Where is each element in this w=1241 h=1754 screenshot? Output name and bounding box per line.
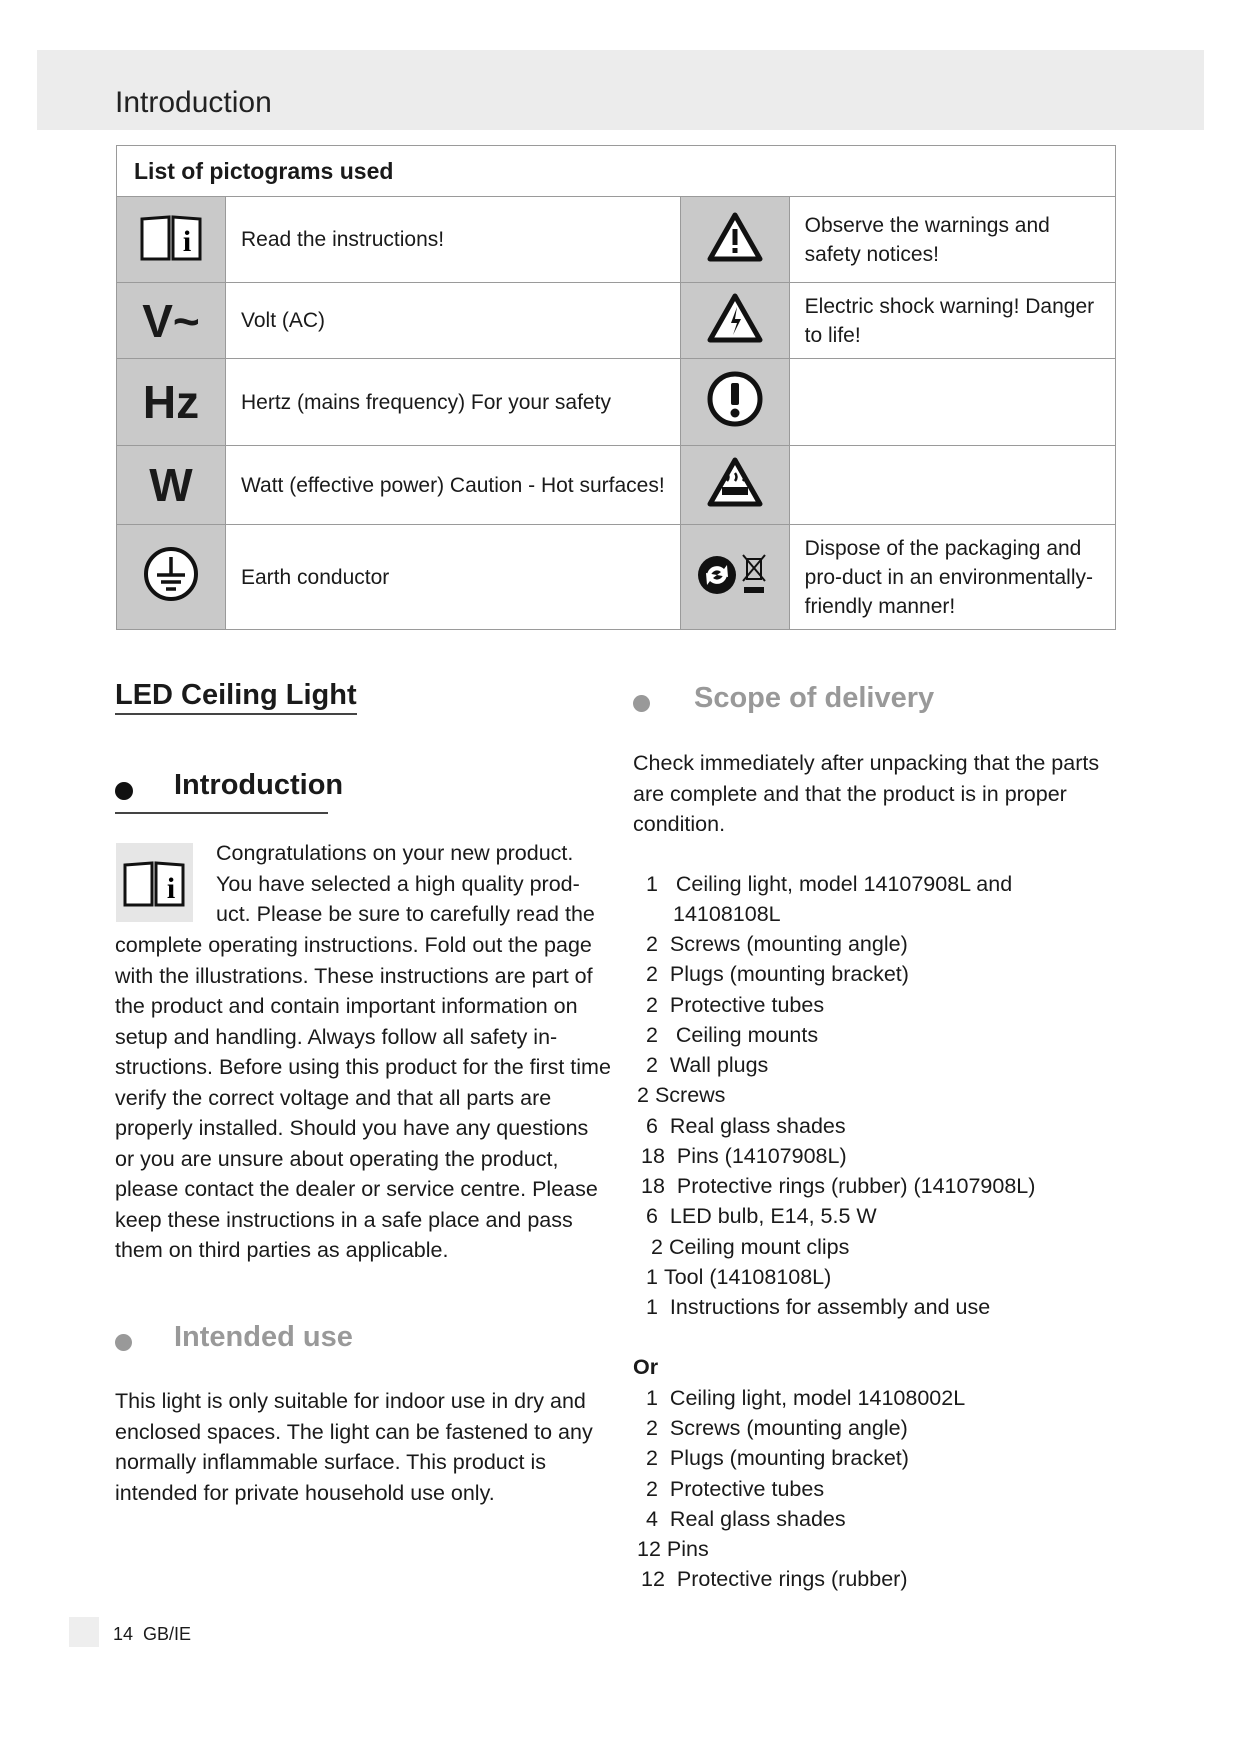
book-info-icon <box>117 197 226 283</box>
text-line: Congratulations on your new product. <box>216 841 574 865</box>
list-item: 2 Ceiling mounts <box>646 1023 819 1047</box>
list-item: 2 Protective tubes <box>646 1477 825 1501</box>
list-item: 2 Wall plugs <box>646 1053 769 1077</box>
page-title: Introduction <box>115 86 272 119</box>
page-number: 14 <box>113 1624 134 1644</box>
bullet-icon <box>115 782 133 800</box>
pictogram-text: Dispose of the packaging and pro-duct in an environmentally-friendly manner! <box>789 525 1115 630</box>
list-item: 18 Protective rings (rubber) (14107908L) <box>641 1174 1036 1198</box>
intended-use-paragraph <box>115 1386 593 1508</box>
list-item: 18 Pins (14107908L) <box>641 1144 847 1168</box>
text-line: condition. <box>633 812 726 836</box>
intro-heading: Introduction <box>174 769 344 801</box>
hertz-icon: Hz <box>117 359 226 446</box>
watt-icon: W <box>117 446 226 525</box>
recycle-dispose-icon <box>680 525 789 630</box>
text-line: them on third parties as applicable. <box>115 1238 449 1262</box>
list-item: 1 Ceiling light, model 14107908L and <box>646 872 1013 896</box>
text-line: uct. Please be sure to carefully read the <box>216 902 595 926</box>
table-row <box>117 446 1116 525</box>
intro-paragraph-short <box>216 838 595 930</box>
pictogram-text <box>789 359 1115 446</box>
electric-shock-icon <box>680 283 789 359</box>
pictogram-text: Volt (AC) <box>226 283 681 359</box>
table-row <box>117 283 1116 359</box>
bullet-icon <box>633 695 650 712</box>
page-footer <box>113 1624 191 1645</box>
pictogram-text: Earth conductor <box>226 525 681 630</box>
table-row <box>117 525 1116 630</box>
text-line: are complete and that the product is in proper <box>633 781 1067 806</box>
pictogram-text: Hertz (mains frequency) For your safety <box>226 359 681 446</box>
text-line: with the illustrations. These instructions are part of <box>115 963 593 988</box>
list-item: 6 Real glass shades <box>646 1114 846 1138</box>
list-item: 1 Ceiling light, model 14108002L <box>646 1386 966 1410</box>
scope-paragraph <box>633 748 1099 840</box>
text-line: You have selected a high quality prod- <box>216 871 580 896</box>
pictogram-table-caption: List of pictograms used <box>117 146 1116 197</box>
pictogram-text: Read the instructions! <box>226 197 681 283</box>
text-line: the product and contain important information on <box>115 994 578 1018</box>
text-line: properly installed. Should you have any questions <box>115 1116 589 1140</box>
intended-use-heading: Intended use <box>174 1321 353 1353</box>
text-line: setup and handling. Always follow all safety in- <box>115 1024 558 1049</box>
text-line: intended for private household use only. <box>115 1480 495 1505</box>
table-row <box>117 197 1116 283</box>
or-label: Or <box>633 1355 659 1379</box>
text-line: This light is only suitable for indoor use in dry and <box>115 1389 586 1413</box>
list-item: 2 Screws <box>637 1083 726 1107</box>
text-line: or you are unsure about operating the product, <box>115 1146 559 1171</box>
hot-surface-icon <box>680 446 789 525</box>
table-row <box>117 359 1116 446</box>
pictogram-text <box>789 446 1115 525</box>
text-line: normally inflammable surface. This product is <box>115 1450 546 1474</box>
language-code: GB/IE <box>143 1624 192 1644</box>
product-title: LED Ceiling Light <box>115 680 357 715</box>
svg-text:i: i <box>166 872 176 905</box>
text-line: please contact the dealer or service centre. Please <box>115 1177 598 1201</box>
list-item: 1 Instructions for assembly and use <box>646 1295 991 1319</box>
pictogram-text: Electric shock warning! Danger to life! <box>789 283 1115 359</box>
warning-triangle-icon <box>680 197 789 283</box>
list-item: 2 Plugs (mounting bracket) <box>646 1446 909 1470</box>
intro-underline <box>115 812 328 814</box>
list-item: 12 Pins <box>637 1537 709 1561</box>
scope-heading: Scope of delivery <box>694 682 935 714</box>
pictogram-text: Watt (effective power) Caution - Hot surfaces! <box>226 446 681 525</box>
list-item: 2 Screws (mounting angle) <box>646 1416 908 1440</box>
text-line: Check immediately after unpacking that the parts <box>633 751 1100 775</box>
list-item: 14108108L <box>673 902 781 926</box>
svg-text:i: i <box>182 224 192 258</box>
exclamation-circle-icon <box>680 359 789 446</box>
list-item: 2 Screws (mounting angle) <box>646 932 908 956</box>
list-item: 4 Real glass shades <box>646 1507 846 1531</box>
pictogram-text: Observe the warnings and safety notices! <box>789 197 1115 283</box>
pictogram-table <box>116 145 1116 630</box>
intro-paragraph <box>115 930 611 1266</box>
list-item: 6 LED bulb, E14, 5.5 W <box>646 1204 877 1228</box>
text-line: keep these instructions in a safe place and pass <box>115 1207 573 1232</box>
list-item: 2 Protective tubes <box>646 993 825 1017</box>
list-item: 2 Ceiling mount clips <box>651 1235 850 1259</box>
bullet-icon <box>115 1334 132 1351</box>
book-info-icon <box>116 843 193 922</box>
list-item: 1 Tool (14108108L) <box>646 1265 832 1289</box>
list-item: 12 Protective rings (rubber) <box>641 1567 908 1591</box>
footer-marker <box>69 1617 99 1647</box>
list-item: 2 Plugs (mounting bracket) <box>646 962 909 986</box>
earth-conductor-icon <box>117 525 226 630</box>
text-line: structions. Before using this product for the first time <box>115 1055 611 1079</box>
text-line: enclosed spaces. The light can be fastened to any <box>115 1419 593 1444</box>
text-line: verify the correct voltage and that all parts are <box>115 1085 552 1110</box>
volt-ac-icon: V~ <box>117 283 226 359</box>
text-line: complete operating instructions. Fold out the page <box>115 933 592 957</box>
